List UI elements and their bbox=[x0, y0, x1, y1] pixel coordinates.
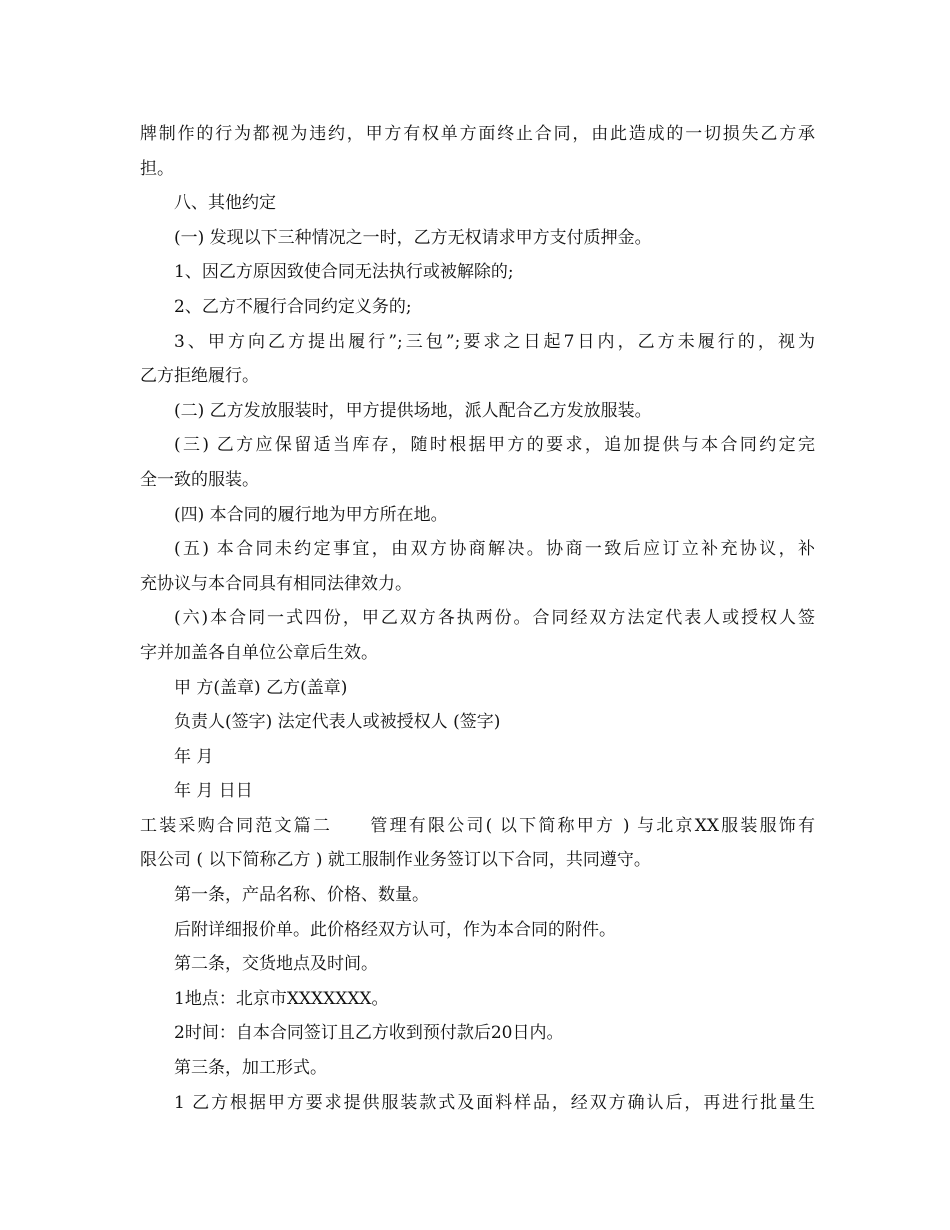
article-heading: 第二条，交货地点及时间。 bbox=[174, 954, 378, 975]
paragraph-line: (五) 本合同未约定事宜，由双方协商解决。协商一致后应订立补充协议，补 bbox=[174, 539, 815, 560]
article-heading: 第三条，加工形式。 bbox=[174, 1058, 327, 1079]
document-body bbox=[140, 117, 815, 1120]
section-title-continuation: 管理有限公司( 以下简称甲方 ) 与北京XX服装服饰有 bbox=[368, 815, 815, 836]
paragraph-line: 全一致的服装。 bbox=[140, 469, 259, 490]
date-line: 年 月 日日 bbox=[174, 781, 253, 802]
paragraph-line: 牌制作的行为都视为违约，甲方有权单方面终止合同，由此造成的一切损失乙方承 bbox=[140, 124, 815, 144]
section-title-line bbox=[140, 809, 815, 844]
paragraph-line: (六)本合同一式四份，甲乙双方各执两份。合同经双方法定代表人或授权人签 bbox=[174, 608, 815, 629]
paragraph-line: 1地点：北京市XXXXXXX。 bbox=[174, 988, 389, 1009]
paragraph-line: 后附详细报价单。此价格经双方认可，作为本合同的附件。 bbox=[174, 919, 616, 940]
paragraph-line: 担。 bbox=[140, 158, 174, 179]
paragraph-line: (四) 本合同的履行地为甲方所在地。 bbox=[174, 504, 448, 525]
paragraph-line: 2时间：自本合同签订且乙方收到预付款后20日内。 bbox=[174, 1023, 564, 1044]
signature-party-line: 甲 方(盖章) 乙方(盖章) bbox=[174, 677, 348, 698]
paragraph-line: (一) 发现以下三种情况之一时，乙方无权请求甲方支付质押金。 bbox=[174, 227, 652, 248]
paragraph-line: 2、乙方不履行合同约定义务的; bbox=[174, 296, 412, 317]
paragraph-line: (三) 乙方应保留适当库存，随时根据甲方的要求，追加提供与本合同约定完 bbox=[174, 435, 815, 456]
paragraph-line: 3、甲方向乙方提出履行”;三包”;要求之日起7日内，乙方未履行的，视为 bbox=[174, 331, 815, 352]
paragraph-line: (二) 乙方发放服装时，甲方提供场地，派人配合乙方发放服装。 bbox=[174, 400, 652, 421]
paragraph-line: 字并加盖各自单位公章后生效。 bbox=[140, 642, 378, 663]
paragraph-line: 限公司 ( 以下简称乙方 ) 就工服制作业务签订以下合同，共同遵守。 bbox=[140, 850, 651, 871]
paragraph-line: 1、因乙方原因致使合同无法执行或被解除的; bbox=[174, 262, 514, 283]
section-title: 工装采购合同范文篇二 bbox=[140, 815, 333, 836]
paragraph-line: 充协议与本合同具有相同法律效力。 bbox=[140, 573, 412, 594]
paragraph-line: 1 乙方根据甲方要求提供服装款式及面料样品，经双方确认后，再进行批量生 bbox=[174, 1092, 815, 1113]
article-heading: 第一条，产品名称、价格、数量。 bbox=[174, 885, 429, 906]
section-heading-other-terms: 八、其他约定 bbox=[174, 193, 276, 214]
paragraph-line: 乙方拒绝履行。 bbox=[140, 366, 259, 387]
signature-person-line: 负责人(签字) 法定代表人或被授权人 (签字) bbox=[174, 712, 501, 733]
date-line: 年 月 bbox=[174, 746, 214, 767]
